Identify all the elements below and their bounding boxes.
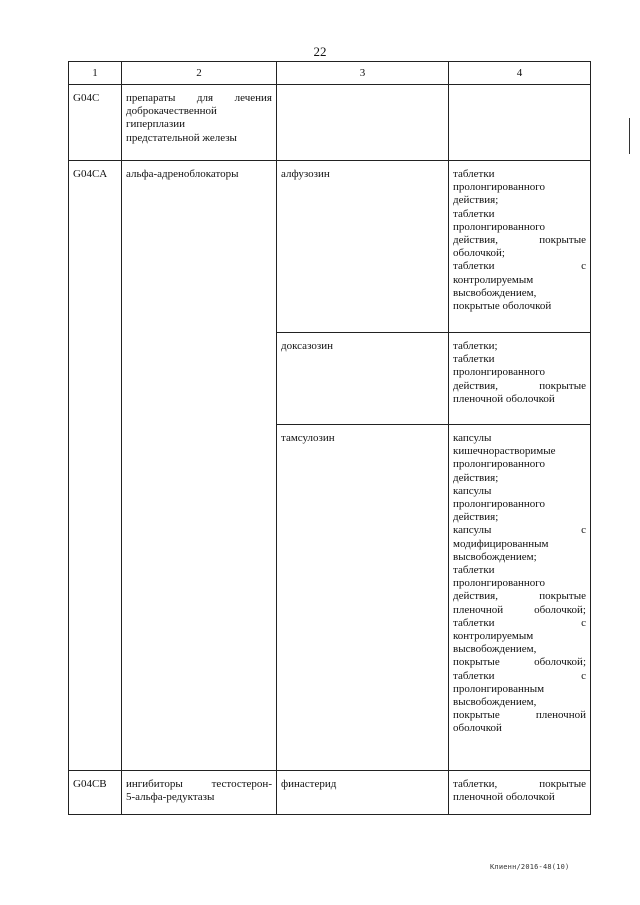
- header-col-1: 1: [69, 62, 122, 85]
- dosage-form-line: оболочкой: [453, 722, 502, 735]
- dosage-form-line: высвобождением,: [453, 643, 537, 656]
- drug-cell: [277, 85, 449, 161]
- group-name-line: 5-альфа-редуктазы: [126, 791, 215, 804]
- header-col-3: 3: [277, 62, 449, 85]
- drug-cell: доксазозин: [277, 333, 449, 425]
- header-col-4: 4: [449, 62, 591, 85]
- dosage-form-line: пролонгированным: [453, 682, 545, 695]
- dosage-form-line: капсулы: [453, 484, 492, 497]
- drug-list-table: [68, 61, 591, 815]
- dosage-form-line: пленочной оболочкой: [453, 392, 555, 405]
- dosage-form-line: таблетки с: [453, 616, 586, 629]
- forms-cell: [449, 85, 591, 161]
- dosage-form-line: пролонгированного: [453, 366, 545, 379]
- dosage-form-line: оболочкой;: [453, 247, 505, 260]
- atc-code-cell: G04C: [69, 85, 122, 161]
- dosage-form-line: таблетки, покрытые: [453, 778, 586, 790]
- dosage-form-line: таблетки с: [453, 669, 586, 682]
- dosage-form-line: модифицированным: [453, 537, 549, 550]
- header-col-2: 2: [122, 62, 277, 85]
- table-row: [69, 771, 591, 815]
- dosage-form-line: контролируемым: [453, 273, 534, 286]
- group-cell: [122, 85, 277, 161]
- dosage-form-line: высвобождением;: [453, 550, 537, 563]
- forms-cell: [449, 425, 591, 771]
- dosage-form-line: действия;: [453, 471, 499, 484]
- group-name-line: препараты для лечения: [126, 92, 272, 104]
- page-number: 22: [313, 44, 327, 59]
- dosage-form-line: пленочной оболочкой;: [453, 603, 586, 616]
- dosage-form-line: покрытые оболочкой;: [453, 656, 586, 669]
- dosage-form-line: действия, покрытые: [453, 234, 586, 247]
- dosage-form-line: таблетки: [453, 353, 495, 366]
- atc-code-cell: G04CA: [69, 161, 122, 771]
- group-name-line: альфа-адреноблокаторы: [126, 168, 239, 180]
- document-footer-code: Клиенн/2016-48(10): [490, 863, 570, 871]
- dosage-form-line: контролируемым: [453, 630, 534, 643]
- group-name-line: гиперплазии: [126, 118, 186, 131]
- dosage-form-line: таблетки: [453, 207, 495, 220]
- dosage-form-line: пролонгированного: [453, 220, 545, 233]
- dosage-form-line: действия, покрытые: [453, 379, 586, 392]
- dosage-form-line: покрытые оболочкой: [453, 300, 552, 313]
- forms-cell: [449, 771, 591, 815]
- group-cell: [122, 771, 277, 815]
- table-row: [69, 161, 591, 333]
- dosage-form-line: кишечнорастворимые: [453, 445, 556, 458]
- dosage-form-line: таблетки: [453, 564, 495, 577]
- dosage-form-line: таблетки с: [453, 260, 586, 273]
- dosage-form-line: капсулы: [453, 432, 492, 444]
- atc-code-cell: G04CB: [69, 771, 122, 815]
- table-row: [69, 85, 591, 161]
- dosage-form-line: капсулы с: [453, 524, 586, 537]
- dosage-form-line: действия;: [453, 511, 499, 524]
- dosage-form-line: действия, покрытые: [453, 590, 586, 603]
- dosage-form-line: пролонгированного: [453, 498, 545, 511]
- dosage-form-line: покрытые пленочной: [453, 709, 586, 722]
- group-name-line: ингибиторы тестостерон-: [126, 778, 272, 790]
- dosage-form-line: действия;: [453, 194, 499, 207]
- dosage-form-line: высвобождением,: [453, 286, 537, 299]
- dosage-form-line: пролонгированного: [453, 181, 545, 194]
- dosage-form-line: пленочной оболочкой: [453, 791, 555, 804]
- forms-cell: [449, 161, 591, 333]
- table-header-row: [69, 62, 591, 85]
- drug-cell: финастерид: [277, 771, 449, 815]
- dosage-form-line: пролонгированного: [453, 577, 545, 590]
- group-name-line: доброкачественной: [126, 105, 217, 118]
- dosage-form-line: таблетки: [453, 168, 495, 180]
- dosage-form-line: таблетки;: [453, 340, 498, 352]
- dosage-form-line: пролонгированного: [453, 458, 545, 471]
- group-name-line: предстательной железы: [126, 131, 237, 144]
- dosage-form-line: высвобождением,: [453, 696, 537, 709]
- group-cell: [122, 161, 277, 771]
- drug-cell: тамсулозин: [277, 425, 449, 771]
- drug-cell: алфузозин: [277, 161, 449, 333]
- forms-cell: [449, 333, 591, 425]
- margin-mark: [629, 118, 630, 154]
